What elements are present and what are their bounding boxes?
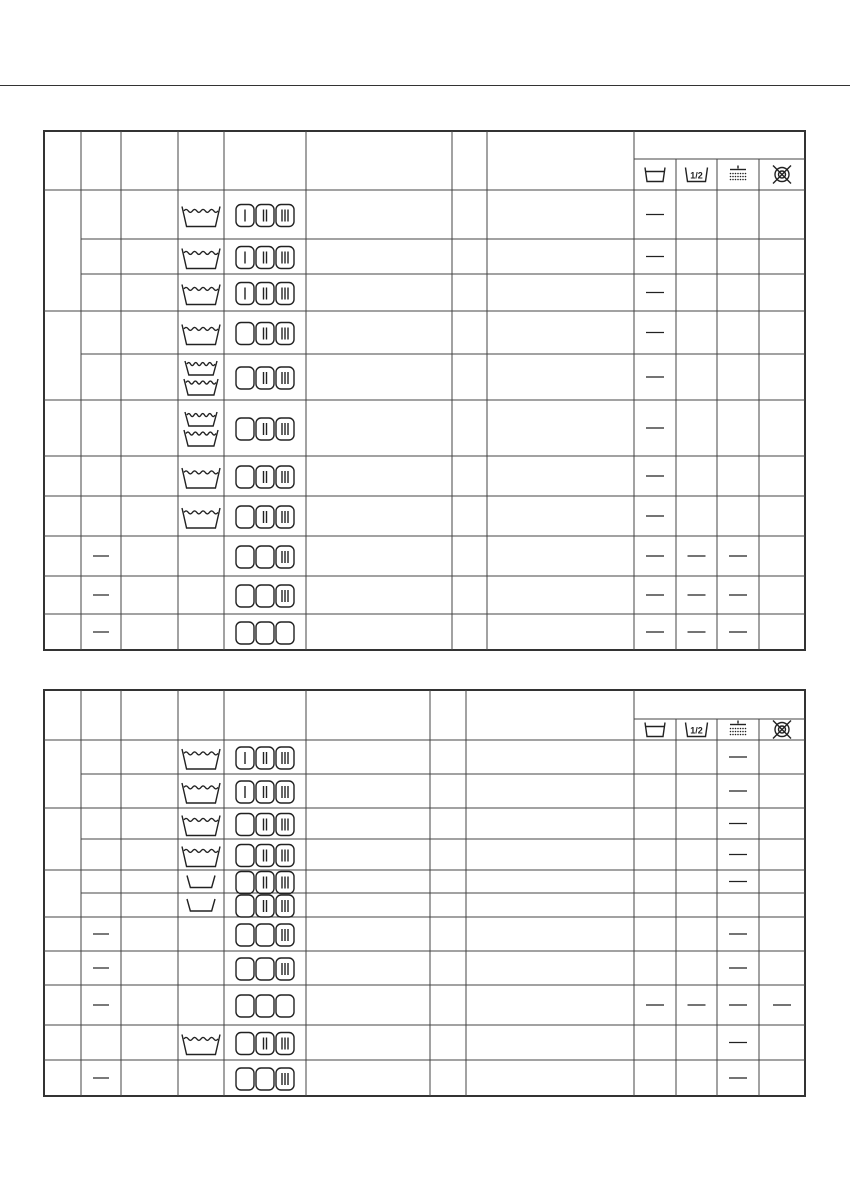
spin-level-box xyxy=(256,205,274,227)
spin-level-box xyxy=(256,506,274,528)
spin-level-box xyxy=(236,367,254,389)
spin-level-box xyxy=(276,622,294,644)
spin-selector-icon xyxy=(236,958,294,980)
spin-selector-icon xyxy=(236,1033,294,1055)
spin-selector-icon xyxy=(236,418,294,440)
spin-selector-icon xyxy=(236,781,294,803)
spin-level-box xyxy=(256,781,274,803)
spin-selector-icon xyxy=(236,506,294,528)
wash-basin-icon xyxy=(182,249,220,269)
wash-basin-icon xyxy=(184,379,218,395)
spin-level-box xyxy=(276,995,294,1017)
spin-level-box xyxy=(236,418,254,440)
no-spin-icon xyxy=(773,166,791,184)
spin-selector-icon xyxy=(236,872,294,894)
half-load-label: 1/2 xyxy=(690,170,703,181)
spin-level-box xyxy=(236,924,254,946)
spin-selector-icon xyxy=(236,367,294,389)
spin-level-box xyxy=(256,367,274,389)
spin-selector-icon xyxy=(236,924,294,946)
spin-selector-icon xyxy=(236,585,294,607)
wash-basin-icon xyxy=(182,783,220,803)
spin-level-box xyxy=(256,872,274,894)
spin-selector-icon xyxy=(236,283,294,305)
wash-basin-icon xyxy=(185,412,217,426)
wash-basin-icon xyxy=(187,899,215,911)
spin-selector-icon xyxy=(236,995,294,1017)
spin-selector-icon xyxy=(236,247,294,269)
spin-level-box xyxy=(256,323,274,345)
spin-level-box xyxy=(256,845,274,867)
spin-level-box xyxy=(256,418,274,440)
wash-basin-icon xyxy=(182,285,220,305)
spin-selector-icon xyxy=(236,205,294,227)
spin-level-box xyxy=(236,1033,254,1055)
no-spin-icon xyxy=(773,721,791,739)
wash-basin-icon xyxy=(182,749,220,769)
wash-basin-icon xyxy=(187,876,215,888)
spin-level-box xyxy=(256,1033,274,1055)
wash-basin-icon xyxy=(645,168,665,182)
spin-level-box xyxy=(236,1068,254,1090)
wash-basin-icon xyxy=(182,325,220,345)
spin-level-box xyxy=(236,585,254,607)
wash-basin-icon xyxy=(182,508,220,528)
spin-level-box xyxy=(256,814,274,836)
spin-level-box xyxy=(256,466,274,488)
spin-selector-icon xyxy=(236,845,294,867)
wash-basin-icon xyxy=(182,468,220,488)
wash-basin-icon xyxy=(184,430,218,446)
spin-level-box xyxy=(256,1068,274,1090)
wash-basin-icon xyxy=(185,361,217,375)
spin-level-box xyxy=(236,506,254,528)
half-load-icon xyxy=(686,723,708,737)
spin-selector-icon xyxy=(236,546,294,568)
spin-level-box xyxy=(256,924,274,946)
spin-selector-icon xyxy=(236,747,294,769)
spin-level-box xyxy=(256,585,274,607)
spin-level-box xyxy=(236,323,254,345)
upper-table xyxy=(44,131,805,650)
spin-level-box xyxy=(236,995,254,1017)
spin-level-box xyxy=(256,283,274,305)
spin-level-box xyxy=(236,814,254,836)
spin-level-box xyxy=(236,958,254,980)
spin-level-box xyxy=(256,995,274,1017)
rinse-shower-icon xyxy=(730,721,747,736)
wash-basin-icon xyxy=(645,723,665,737)
rinse-shower-icon xyxy=(730,166,747,181)
spin-level-box xyxy=(256,747,274,769)
spin-level-box xyxy=(256,622,274,644)
spin-selector-icon xyxy=(236,622,294,644)
spin-selector-icon xyxy=(236,466,294,488)
spin-selector-icon xyxy=(236,323,294,345)
wash-basin-icon xyxy=(182,816,220,836)
lower-table xyxy=(44,690,805,1096)
spin-level-box xyxy=(236,872,254,894)
spin-level-box xyxy=(236,546,254,568)
spin-level-box xyxy=(256,895,274,917)
spin-level-box xyxy=(256,958,274,980)
half-load-label: 1/2 xyxy=(690,725,703,736)
spin-level-box xyxy=(256,247,274,269)
spin-selector-icon xyxy=(236,1068,294,1090)
wash-basin-icon xyxy=(182,847,220,867)
spin-level-box xyxy=(256,546,274,568)
spin-level-box xyxy=(236,622,254,644)
half-load-icon xyxy=(686,168,708,182)
wash-basin-icon xyxy=(182,207,220,227)
spin-level-box xyxy=(236,466,254,488)
wash-basin-icon xyxy=(182,1035,220,1055)
spin-selector-icon xyxy=(236,814,294,836)
spin-level-box xyxy=(236,845,254,867)
spin-selector-icon xyxy=(236,895,294,917)
spin-level-box xyxy=(236,895,254,917)
